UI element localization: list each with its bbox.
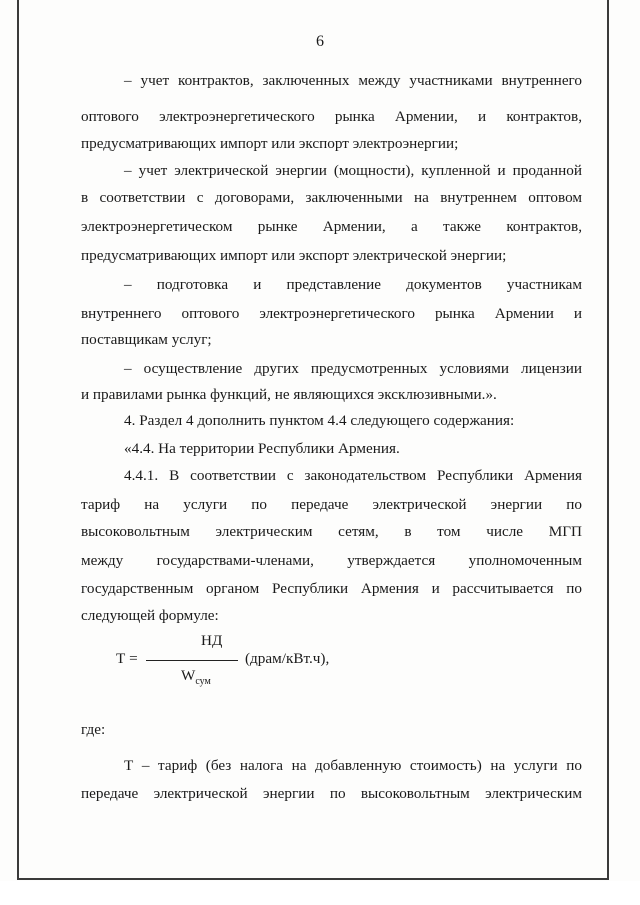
page-border-left	[17, 0, 19, 880]
paragraph-line: передаче электрической энергии по высоковольтным электрическим	[81, 785, 582, 802]
page-number: 6	[316, 33, 324, 50]
paragraph-line: – осуществление других предусмотренных условиями лицензии	[124, 360, 582, 377]
formula-denominator	[181, 667, 211, 687]
paragraph-line: высоковольтным электрическим сетям, в том числе МГП	[81, 523, 582, 540]
page-border-right	[607, 0, 609, 880]
paragraph-line: предусматривающих импорт или экспорт электрической энергии;	[81, 247, 507, 264]
paragraph-line: государственным органом Республики Армения и рассчитывается по	[81, 580, 582, 597]
paragraph-line: следующей формуле:	[81, 607, 219, 624]
paragraph-line: тариф на услуги по передаче электрической энергии по	[81, 496, 582, 513]
paragraph-line: 4.4.1. В соответствии с законодательством Республики Армения	[124, 467, 582, 484]
paragraph-line: электроэнергетическом рынке Армении, а также контрактов,	[81, 218, 582, 235]
paragraph-line: и правилами рынка функций, не являющихся эксклюзивными.».	[81, 386, 497, 403]
paragraph-line: внутреннего оптового электроэнергетического рынка Армении и	[81, 305, 582, 322]
formula-lhs: Т =	[116, 650, 138, 667]
formula-unit: (драм/кВт.ч),	[245, 650, 330, 667]
paragraph-line: оптового электроэнергетического рынка Армении, и контрактов,	[81, 108, 582, 125]
paragraph-line: Т – тариф (без налога на добавленную стоимость) на услуги по	[124, 757, 582, 774]
paragraph-line: поставщикам услуг;	[81, 331, 212, 348]
paragraph-line: в соответствии с договорами, заключенными на внутреннем оптовом	[81, 189, 582, 206]
paragraph-line: – учет электрической энергии (мощности), купленной и проданной	[124, 162, 582, 179]
paragraph-line: между государствами-членами, утверждается уполномоченным	[81, 552, 582, 569]
paragraph-line: предусматривающих импорт или экспорт электроэнергии;	[81, 135, 459, 152]
page-border-bottom	[17, 878, 609, 880]
paragraph-line: «4.4. На территории Республики Армения.	[124, 440, 400, 457]
page-margin-bottom	[0, 881, 640, 905]
paragraph-line: – подготовка и представление документов участникам	[124, 276, 582, 293]
formula-fraction-bar	[146, 660, 238, 661]
formula-denominator-base: W	[181, 667, 196, 684]
formula-numerator: НД	[201, 632, 223, 649]
paragraph-line: 4. Раздел 4 дополнить пунктом 4.4 следующего содержания:	[124, 412, 515, 429]
paragraph-line: – учет контрактов, заключенных между участниками внутреннего	[124, 72, 582, 89]
formula-denominator-subscript: сум	[195, 676, 211, 688]
paragraph-line: где:	[81, 721, 106, 738]
